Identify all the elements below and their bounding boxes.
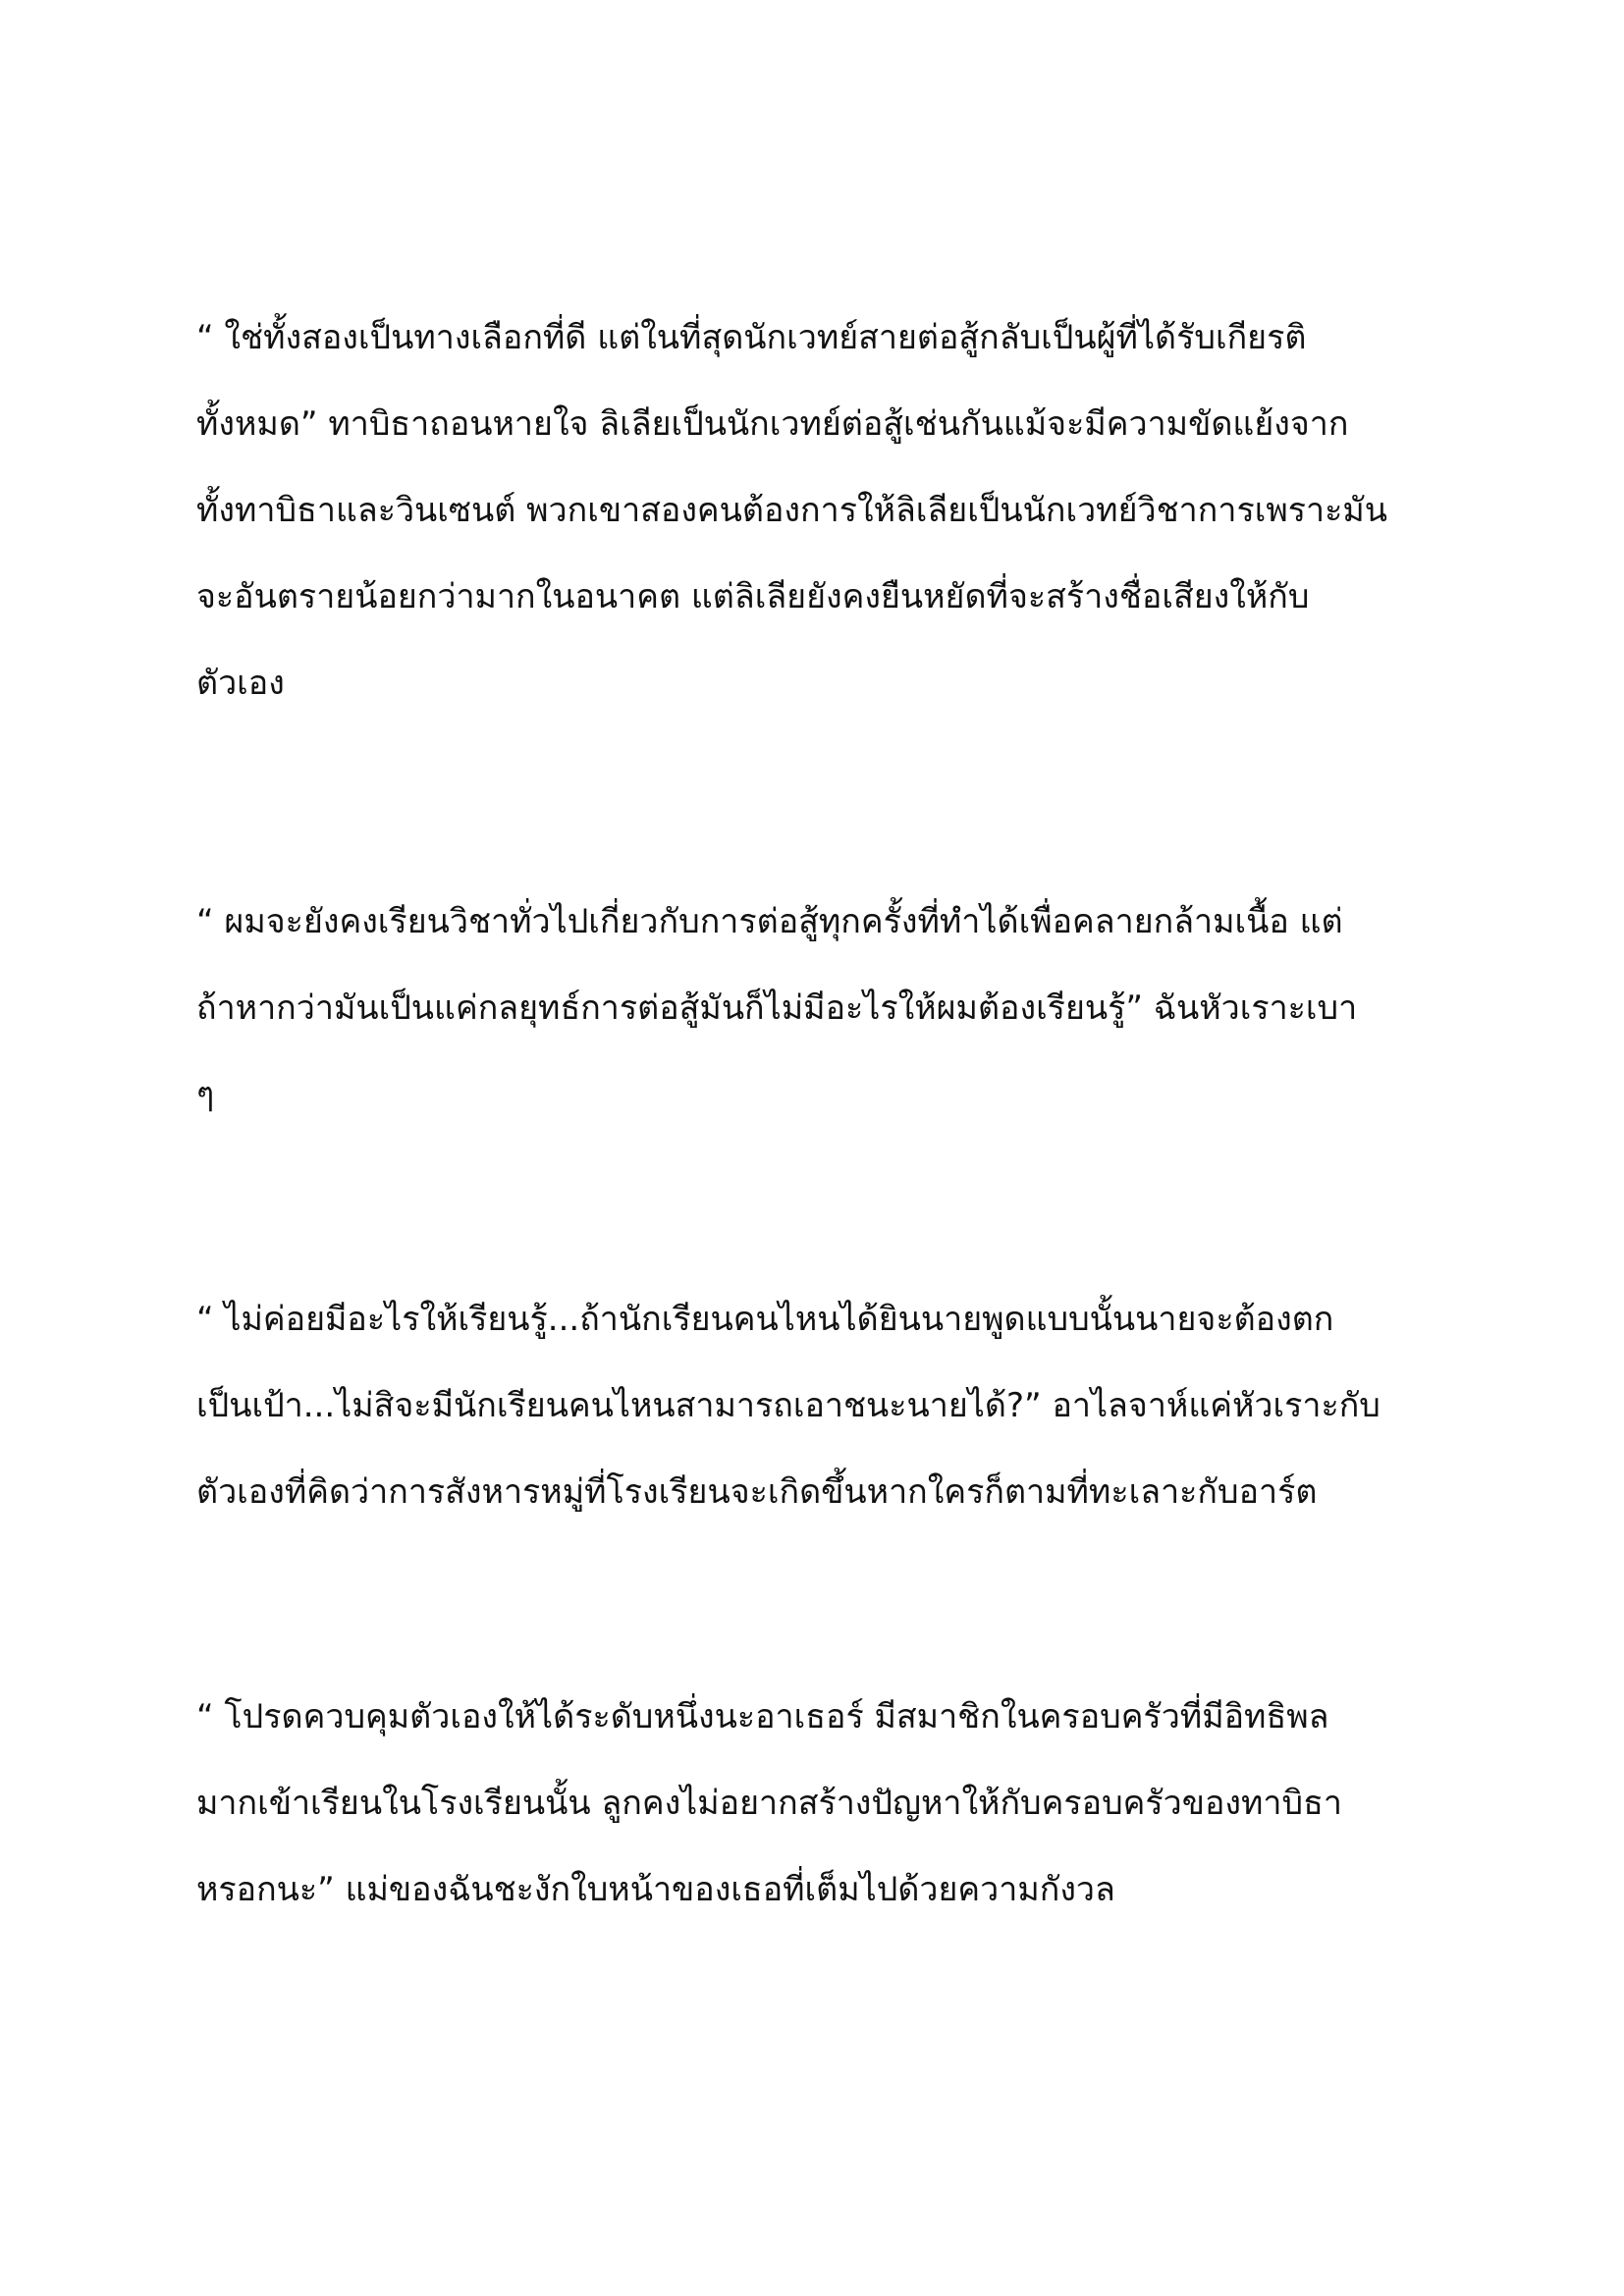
paragraph-4: “ โปรดควบคุมตัวเองให้ได้ระดับหนึ่งนะอาเธอร์ มีสมาชิกในครอบครัวที่มีอิทธิพล มากเข้าเรียนในโรงเรียนนั้น ลูกคงไม่อยากสร้างปัญหาให้กับครอบครัวของทาบิธา หรอกนะ” แม่ของฉันชะงักใบหน้าของเธอที่เต็มไปด้วยความกังวล — [196, 1697, 1342, 1909]
paragraph-2: “ ผมจะยังคงเรียนวิชาทั่วไปเกี่ยวกับการต่อสู้ทุกครั้งที่ทำได้เพื่อคลายกล้ามเนื้อ แต่ ถ้าหากว่ามันเป็นแค่กลยุทธ์การต่อสู้มันก็ไม่มีอะไรให้ผมต้องเรียนรู้” ฉันหัวเราะเบา ๆ — [196, 902, 1358, 1114]
paragraph-3: “ ไม่ค่อยมีอะไรให้เรียนรู้...ถ้านักเรียนคนไหนได้ยินนายพูดแบบนั้นนายจะต้องตก เป็นเป้า...ไม่สิจะมีนักเรียนคนไหนสามารถเอาชนะนายได้?” อาไลจาห์แค่หัวเราะกับ ตัวเองที่คิดว่าการสังหารหมู่ที่โรงเรียนจะเกิดขึ้นหากใครก็ตามที่ทะเลาะกับอาร์ต — [196, 1300, 1380, 1512]
paragraph-1: “ ใช่ทั้งสองเป็นทางเลือกที่ดี แต่ในที่สุดนักเวทย์สายต่อสู้กลับเป็นผู้ที่ได้รับเกียรติ ทั้งหมด” ทาบิธาถอนหายใจ ลิเลียเป็นนักเวทย์ต่อสู้เช่นกันแม้จะมีความขัดแย้งจาก ทั้งทาบิธาและวินเซนต์ พวกเขาสองคนต้องการให้ลิเลียเป็นนักเวทย์วิชาการเพราะมัน จะอันตรายน้อยกว่ามากในอนาคต แต่ลิเลียยังคงยืนหยัดที่จะสร้างชื่อเสียงให้กับ ตัวเอง — [196, 318, 1388, 703]
